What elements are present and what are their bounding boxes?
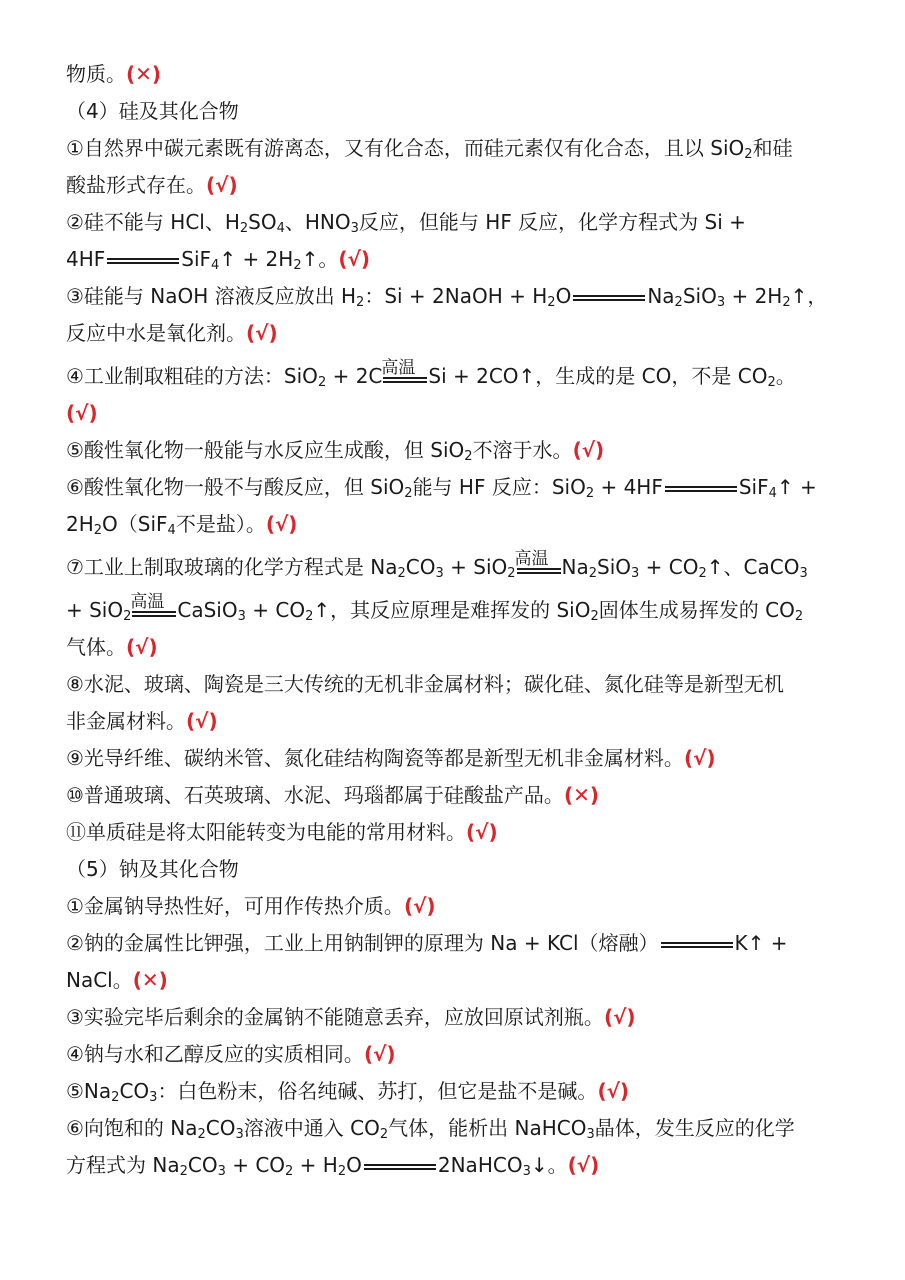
statement-silicon-9: ⑨光导纤维、碳纳米管、氮化硅结构陶瓷等都是新型无机非金属材料。(√) [66, 746, 716, 770]
high-temp-condition: 高温 [517, 562, 561, 576]
right-mark: (√) [206, 173, 238, 197]
text-line [66, 395, 845, 432]
text-line: 酸盐形式存在。(√) [66, 173, 238, 197]
statement-sodium-2: ②钠的金属性比钾强，工业上用钠制钾的原理为 Na + KCl（熔融） K↑ + [66, 931, 788, 955]
text-line: + SiO$_2$ 高温 CaSiO$_3$ + $CO_2↑$，其反应原理是难挥发的 SiO$_2$固体生成易挥发的 $CO_2$ [66, 591, 804, 624]
section-heading-sodium: （5）钠及其化合物 [66, 857, 239, 881]
equals-sign [665, 486, 737, 492]
text-line: $2H_2O(SiF_4$不是盐）。(√) [66, 512, 298, 538]
statement-sodium-5: $⑤Na_2CO_3$：白色粉末，俗名纯碱、苏打，但它是盐不是碱。(√) [66, 1079, 630, 1105]
high-temp-condition: 高温 [383, 371, 427, 385]
text-line: NaCl。(✕) [66, 968, 168, 992]
statement-sodium-1: ①金属钠导热性好，可用作传热介质。(√) [66, 894, 436, 918]
statement-silicon-10: ⑩普通玻璃、石英玻璃、水泥、玛瑙都属于硅酸盐产品。(✕) [66, 783, 599, 807]
equals-sign [364, 1164, 436, 1170]
right-mark: (√) [126, 635, 158, 659]
statement-silicon-7: ⑦工业上制取玻璃的化学方程式是 $Na_2CO_3 + SiO_2$ 高温 $Na_2SiO_3$ + $CO_2↑$、CaCO$_3$ [66, 548, 808, 581]
section-heading-silicon: （4）硅及其化合物 [66, 99, 239, 123]
equals-sign [661, 942, 733, 948]
statement-silicon-8: ⑧水泥、玻璃、陶瓷是三大传统的无机非金属材料；碳化硅、氮化硅等是新型无机 [66, 672, 784, 696]
statement-silicon-4: ④工业制取粗硅的方法：SiO$_2$ + 2C 高温 Si + 2CO↑，生成的是 CO，不是 $CO_2$。 [66, 357, 796, 390]
wrong-mark: (✕) [126, 62, 162, 86]
equals-sign [573, 295, 645, 301]
statement-silicon-11: ⑪单质硅是将太阳能转变为电能的常用材料。(√) [66, 820, 498, 844]
text-line: 气体。(√) [66, 635, 158, 659]
text: 物质。 [66, 62, 126, 86]
text-line: 非金属材料。(√) [66, 709, 218, 733]
statement-silicon-1: ①自然界中碳元素既有游离态，又有化合态，而硅元素仅有化合态，且以 SiO$_2$和硅 [66, 136, 793, 162]
wrong-mark: (✕) [563, 783, 599, 807]
right-mark: (√) [572, 438, 605, 462]
text-line: 方程式为 $Na_2CO_3 + CO_2 + H_2O$ 2NaHCO$_3$↓。(√) [66, 1153, 600, 1179]
statement-silicon-2: ②硅不能与 HCl、$H_2SO_4$、$HNO_3$反应，但能与 HF 反应，化学方程式为 Si + [66, 210, 746, 236]
high-temp-condition: 高温 [132, 605, 176, 619]
right-mark: (√) [567, 1153, 600, 1177]
right-mark: (√) [403, 894, 436, 918]
right-mark: (√) [246, 321, 278, 345]
right-mark: (√) [338, 247, 370, 271]
right-mark: (√) [66, 401, 98, 425]
statement-sodium-4: ④钠与水和乙醇反应的实质相同。(√) [66, 1042, 396, 1066]
equals-sign [107, 258, 179, 264]
right-mark: (√) [265, 512, 298, 536]
right-mark: (√) [363, 1042, 396, 1066]
right-mark: (√) [683, 746, 716, 770]
statement-silicon-6: ⑥酸性氧化物一般不与酸反应，但 SiO$_2$能与 HF 反应：SiO$_2$ + 4HF SiF$_4$↑ + [66, 475, 817, 501]
right-mark: (√) [186, 709, 218, 733]
wrong-mark: (✕) [132, 968, 168, 992]
statement-silicon-3: ③硅能与 NaOH 溶液反应放出 $H_2$：Si + 2NaOH + $H_2O$ $Na_2SiO_3$ + $2H_2↑$， [66, 284, 828, 310]
right-mark: (√) [597, 1079, 630, 1103]
statement-silicon-5: ⑤酸性氧化物一般能与水反应生成酸，但 SiO$_2$不溶于水。(√) [66, 438, 605, 464]
statement-sodium-6: ⑥向饱和的 $Na_2CO_3$溶液中通入 $CO_2$气体，能析出 NaHCO$_3$晶体，发生反应的化学 [66, 1116, 795, 1142]
text-line [66, 56, 845, 93]
text-line: 4HF SiF$_4$↑ + $2H_2↑$。(√) [66, 247, 370, 273]
right-mark: (√) [466, 820, 498, 844]
right-mark: (√) [603, 1005, 636, 1029]
text-line: 反应中水是氧化剂。(√) [66, 321, 278, 345]
statement-sodium-3: ③实验完毕后剩余的金属钠不能随意丢弃，应放回原试剂瓶。(√) [66, 1005, 636, 1029]
